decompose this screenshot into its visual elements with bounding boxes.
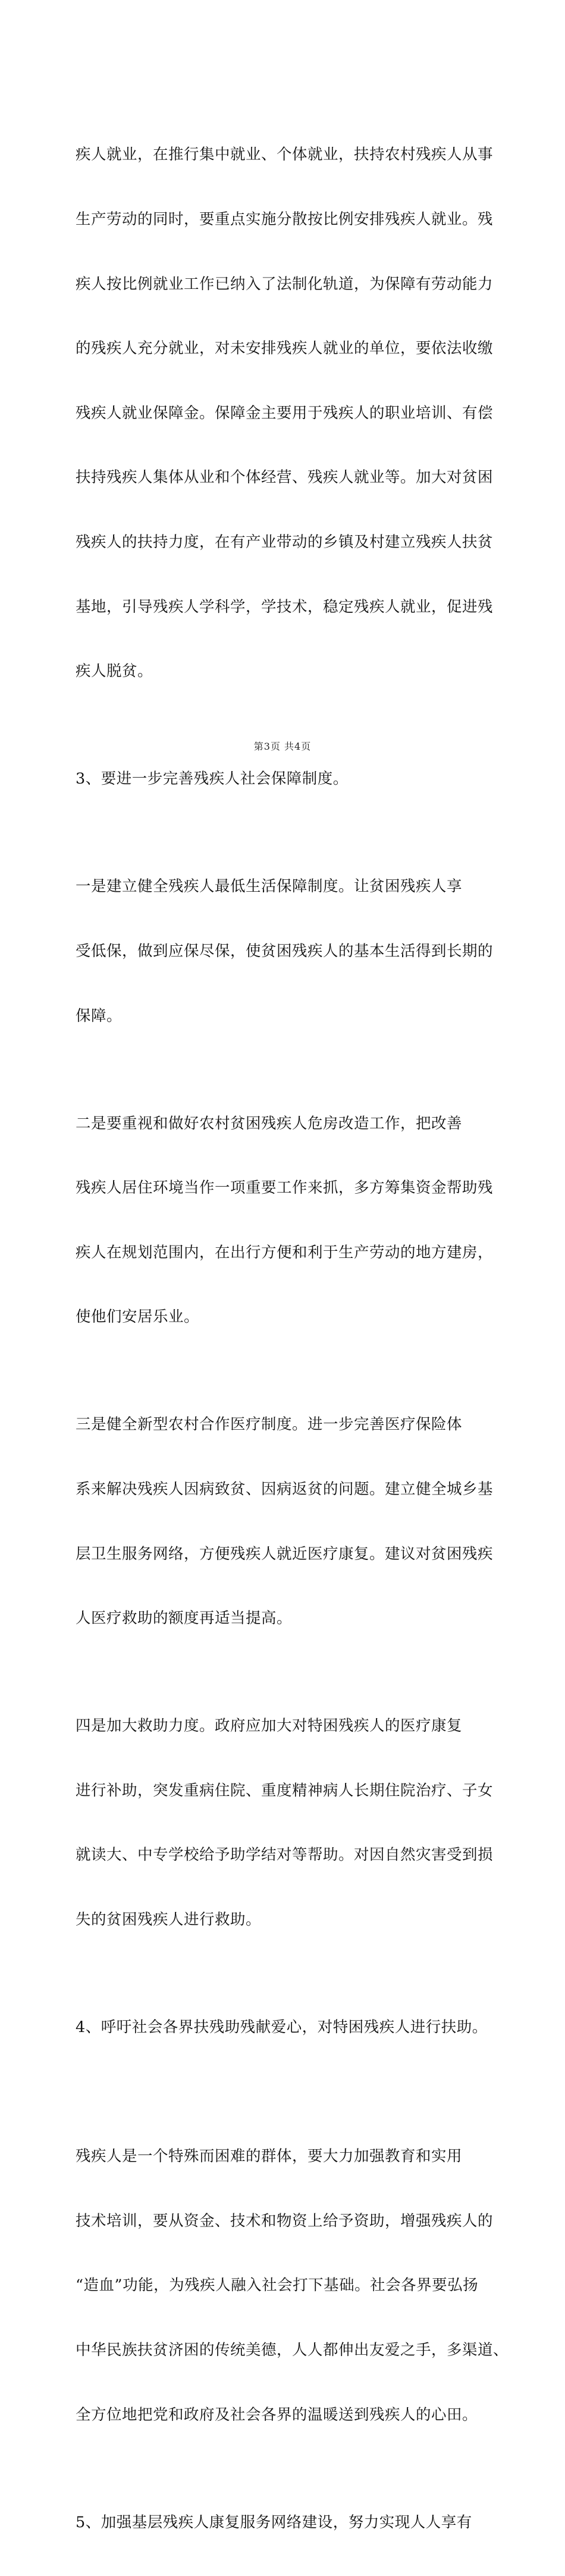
page-number-label: 第3页 共4页: [253, 741, 312, 752]
text-line: “造血”功能，为残疾人融入社会打下基础。社会各界要弘扬: [76, 2276, 479, 2295]
paragraph-item-4: [76, 1672, 507, 1974]
text-line: 层卫生服务网络，方便残疾人就近医疗康复。建议对贫困残疾: [76, 1545, 494, 1563]
text-line: 残疾人的扶持力度，在有产业带动的乡镇及村建立残疾人扶贫: [76, 533, 494, 552]
text-line: 疾人按比例就业工作已纳入了法制化轨道，为保障有劳动能力: [76, 275, 494, 293]
page-footer: [0, 739, 565, 753]
text-line: 技术培训，要从资金、技术和物资上给予资助，增强残疾人的: [76, 2212, 494, 2230]
section-heading-5: [76, 2468, 507, 2576]
text-line: 系来解决残疾人因病致贫、因病返贫的问题。建立健全城乡基: [76, 1480, 494, 1498]
text-line: 失的贫困残疾人进行救助。: [76, 1911, 262, 1929]
blank-line: [76, 2081, 507, 2103]
section-heading-4: [76, 1974, 507, 2081]
paragraph-item-1: [76, 833, 507, 1070]
text-line: 5、加强基层残疾人康复服务网络建设，努力实现人人享有: [76, 2513, 472, 2531]
text-line: 基地，引导残疾人学科学，学技术，稳定残疾人就业，促进残: [76, 597, 494, 616]
text-line: 4、呼吁社会各界扶残助残献爱心，对特困残疾人进行扶助。: [76, 2018, 488, 2037]
text-line: 的残疾人充分就业，对未安排残疾人就业的单位，要依法收缴: [76, 339, 494, 358]
text-line: 使他们安居乐业。: [76, 1308, 200, 1326]
text-line: 保障。: [76, 1007, 123, 1025]
text-line: 生产劳动的同时，要重点实施分散按比例安排残疾人就业。残: [76, 210, 494, 229]
text-line: 一是建立健全残疾人最低生活保障制度。让贫困残疾人享: [76, 877, 463, 896]
paragraph-society: [76, 2103, 507, 2468]
text-line: 进行补助，突发重病住院、重度精神病人长期住院治疗、子女: [76, 1781, 494, 1800]
text-line: 中华民族扶贫济困的传统美德，人人都伸出友爱之手，多渠道、: [76, 2341, 509, 2359]
text-line: 疾人脱贫。: [76, 662, 153, 681]
text-line: 受低保，做到应保尽保，使贫困残疾人的基本生活得到长期的: [76, 942, 494, 960]
text-line: 全方位地把党和政府及社会各界的温暖送到残疾人的心田。: [76, 2405, 478, 2424]
paragraph-employment: [76, 101, 507, 725]
text-line: 二是要重视和做好农村贫困残疾人危房改造工作，把改善: [76, 1114, 463, 1133]
text-line: 三是健全新型农村合作医疗制度。进一步完善医疗保险体: [76, 1416, 463, 1434]
text-line: 疾人在规划范围内，在出行方便和利于生产劳动的地方建房，: [76, 1243, 494, 1262]
document-body: [76, 101, 507, 2576]
text-line: 残疾人是一个特殊而困难的群体，要大力加强教育和实用: [76, 2147, 463, 2166]
text-line: 人医疗救助的额度再适当提高。: [76, 1609, 293, 1628]
paragraph-item-3: [76, 1371, 507, 1672]
text-line: 扶持残疾人集体从业和个体经营、残疾人就业等。加大对贫困: [76, 468, 494, 487]
text-line: 残疾人居住环境当作一项重要工作来抓，多方筹集资金帮助残: [76, 1179, 494, 1197]
text-line: 四是加大救助力度。政府应加大对特困残疾人的医疗康复: [76, 1717, 463, 1735]
text-line: 就读大、中专学校给予助学结对等帮助。对因自然灾害受到损: [76, 1846, 494, 1864]
text-line: 残疾人就业保障金。保障金主要用于残疾人的职业培训、有偿: [76, 404, 494, 422]
text-line: 3、要进一步完善残疾人社会保障制度。: [76, 770, 349, 788]
text-line: 疾人就业，在推行集中就业、个体就业，扶持农村残疾人从事: [76, 146, 494, 164]
paragraph-item-2: [76, 1070, 507, 1371]
